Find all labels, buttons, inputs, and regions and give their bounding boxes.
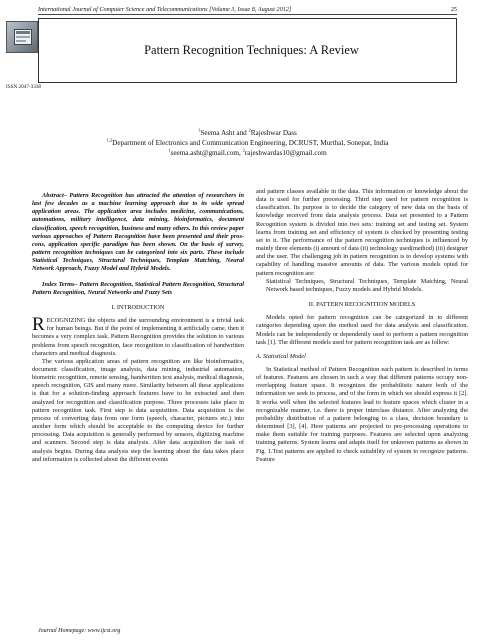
- author-names: $^1$Seema Asht and $^2$Rajeshwar Dass: [198, 127, 297, 137]
- drop-cap: R: [32, 314, 45, 336]
- journal-line: International Journal of Computer Science and Telecommunications [Volume 3, Issue 8, August 2012]: [38, 6, 292, 13]
- right-paragraph-1: and pattern classes available in the data. This information or knowledge about the data is used for further processing. Third step used for pattern recognition is classification. Its purpose is to decide the category of new data on the basis of knowledge received from data analysis process. Data set presented to a Pattern Recognition system is divided into two sets: training set and testing set. System learns from training set and efficiency of system is checked by presenting testing set to it. The performance of the pattern recognition techniques is influenced by mainly three elements (i) amount of data (ii) technology used(method) (iii) designer and the user. The challenging job in pattern recognition is to develop systems with capability of handling massive amounts of data. The various models opted for pattern recognition are:: [256, 188, 468, 277]
- intro-paragraph-1: RECOGNIZING the objects and the surrounding environment is a trivial task for human beings. But if the point of implementing it artificially came, then it becomes a very complex task. Pattern Recognition provides the solution to various problems from speech recognition, face recognition to classification of handwritten characters and medical diagnosis.: [32, 314, 244, 357]
- journal-cover-icon: [6, 21, 38, 53]
- left-column: [32, 192, 244, 464]
- affiliation: $^{1,2}$Department of Electronics and Communication Engineering, DCRUST, Murthal, Sonepat, India: [106, 137, 389, 147]
- cover-inner-graphic: [14, 29, 32, 45]
- author-block: [0, 128, 495, 158]
- intro-paragraph-2: The various application areas of pattern recognition are like bioinformatics, document classification, image analysis, data mining, industrial automation, biometric recognition, remote sensing, handwritten text analysis, medical diagnosis, speech recognition, GIS and many more. Similarity between all these applications is that for a solution-finding approach features have to be extracted and then analyzed for recognition and classification purpose. Three processes take place in pattern recognition task. First step is data acquisition. Data acquisition is the process of converting data from one form (speech, character, pictures etc.) into another form which should be acceptable to the computing device for further processing. Data acquisition is generally performed by sensors, digitizing machine and scanners. Second step is data analysis. After data acquisition the task of analysis begins. During data analysis step the learning about the data takes place and information is collected about the different events: [32, 357, 244, 463]
- models-list: Statistical Techniques, Structural Techniques, Template Matching, Neural Network based techniques, Fuzzy models and Hybrid Models.: [266, 277, 468, 293]
- footer-homepage: Journal Homepage: www.ijcst.org: [38, 628, 121, 634]
- statistical-paragraph: In Statistical method of Pattern Recognition each pattern is described in terms of features. Features are chosen in such a way that different patterns occupy non-overlapping feature space. It recognizes the probabilistic nature both of the information we seek to process, and of the form in which we should express it [2]. It works well when the selected features lead to feature spaces which cluster in a recognizable manner, i.e. there is proper interclass distance. After analyzing the probability distribution of a pattern belonging to a class, decision boundary is determined [3], [4]. Here patterns are projected to pre-processing operations to make them suitable for training purposes. Features are selected upon analyzing training patterns. System learns and adapts itself for unknown patterns as shown in Fig. 1.Test patterns are applied to check suitability of system to recognize patterns. Feature: [256, 365, 468, 463]
- right-column: [256, 188, 468, 464]
- author-emails: $^1$seema.asht@gmail.com, $^2$rajeshwardas10@gmail.com: [168, 147, 327, 157]
- section-heading-introduction: I. INTRODUCTION: [111, 303, 165, 311]
- index-terms: Index Terms– Pattern Recognition, Statistical Pattern Recognition, Structural Pattern Recognition, Neural Networks and Fuzzy Sets: [32, 280, 244, 296]
- issn: ISSN 2047-3338: [6, 84, 42, 90]
- running-header: [38, 6, 457, 13]
- title-box: [38, 18, 457, 83]
- header-rule: [38, 14, 457, 15]
- section-heading-models: II. PATTERN RECOGNITION MODELS: [308, 301, 416, 309]
- models-paragraph: Models opted for pattern recognition can be categorized in to different categories depending upon the method used for data analysis and classification. Models can be independently or dependently used to perform a pattern recognition task [1]. The different models used for pattern recognition task are as follow:: [256, 314, 468, 346]
- subsection-heading-statistical: A. Statistical Model: [256, 352, 306, 360]
- page-number: 25: [450, 6, 457, 13]
- abstract: Abstract– Pattern Recognition has attracted the attention of researchers in last few decades as a machine learning approach due to its wide spread application areas. The application area includes medicine, communications, automations, military intelligence, data mining, bioinformatics, document classification, speech recognition, business and many others. In this review paper various approaches of Pattern Recognition have been presented and their pros-cons, application specific paradigm has been shown. On the basis of survey, pattern recognition techniques can be categorized into six parts. These include Statistical Techniques, Structural Techniques, Template Matching, Neural Network Approach, Fuzzy Model and Hybrid Models.: [32, 192, 244, 273]
- paper-title: Pattern Recognition Techniques: A Review: [144, 43, 359, 57]
